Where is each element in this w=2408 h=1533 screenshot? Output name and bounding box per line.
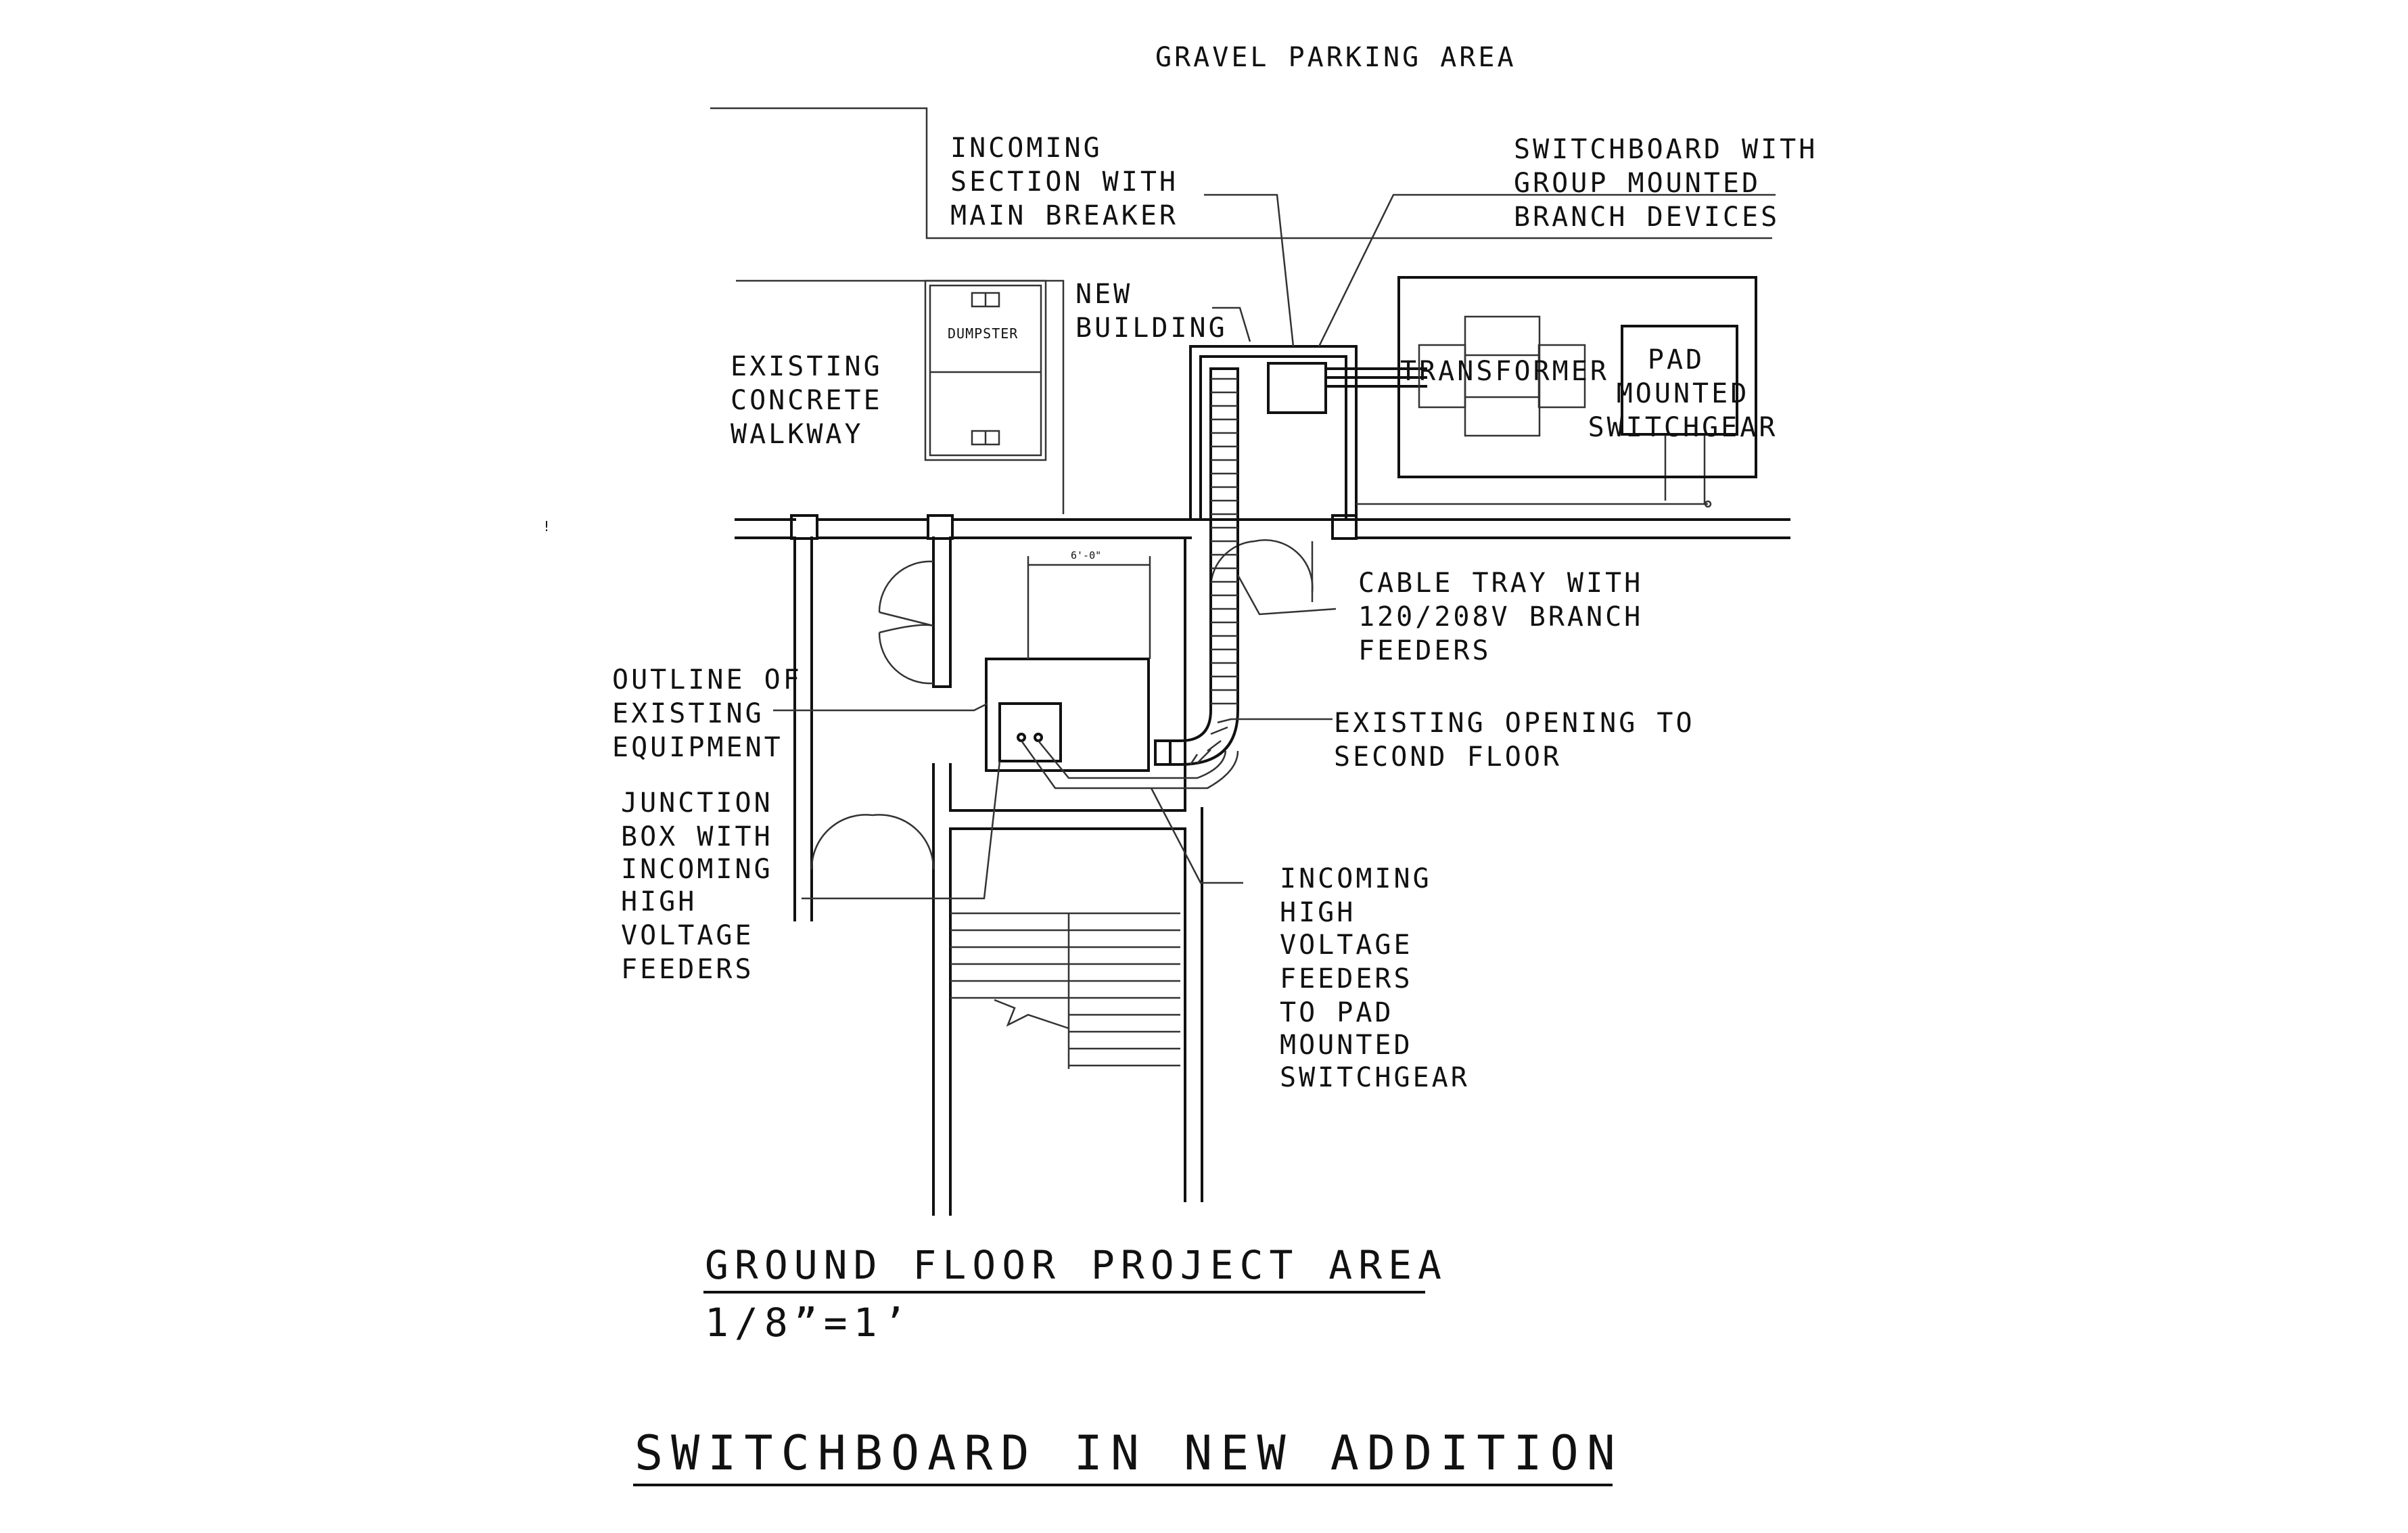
subtitle: GROUND FLOOR PROJECT AREA bbox=[705, 1242, 1448, 1288]
main-title: SWITCHBOARD IN NEW ADDITION bbox=[634, 1425, 1623, 1481]
svg-text:HIGH: HIGH bbox=[1280, 897, 1356, 928]
incoming-hv-label bbox=[1280, 863, 1470, 1093]
svg-text:JUNCTION: JUNCTION bbox=[621, 787, 773, 819]
svg-text:FEEDERS: FEEDERS bbox=[1280, 963, 1413, 994]
dumpster-label: DUMPSTER bbox=[948, 325, 1019, 342]
svg-text:WALKWAY: WALKWAY bbox=[731, 419, 864, 450]
svg-text:BRANCH DEVICES: BRANCH DEVICES bbox=[1514, 202, 1780, 233]
svg-text:SECTION WITH: SECTION WITH bbox=[950, 166, 1178, 198]
svg-text:SWITCHGEAR: SWITCHGEAR bbox=[1280, 1062, 1470, 1093]
cable-tray bbox=[1155, 369, 1238, 764]
junction-box-label bbox=[621, 787, 773, 985]
svg-text:SWITCHBOARD WITH: SWITCHBOARD WITH bbox=[1514, 134, 1818, 165]
svg-text:EXISTING: EXISTING bbox=[731, 351, 883, 382]
dumpster bbox=[925, 281, 1046, 460]
svg-text:SECOND FLOOR: SECOND FLOOR bbox=[1334, 741, 1562, 773]
dimension-text: 6'-0" bbox=[1071, 549, 1102, 562]
stairs bbox=[950, 913, 1180, 1069]
svg-text:SWITCHGEAR: SWITCHGEAR bbox=[1588, 412, 1778, 443]
svg-text:PAD: PAD bbox=[1647, 344, 1705, 375]
existing-opening-label bbox=[1334, 708, 1695, 773]
svg-text:120/208V BRANCH: 120/208V BRANCH bbox=[1358, 601, 1644, 633]
svg-text:BUILDING: BUILDING bbox=[1075, 313, 1228, 344]
svg-text:FEEDERS: FEEDERS bbox=[1358, 635, 1491, 666]
svg-text:MOUNTED: MOUNTED bbox=[1280, 1030, 1413, 1061]
svg-text:OUTLINE OF: OUTLINE OF bbox=[612, 664, 802, 695]
svg-text:INCOMING: INCOMING bbox=[1280, 863, 1432, 894]
transformer-label: TRANSFORMER bbox=[1400, 356, 1609, 387]
gravel-parking-label: GRAVEL PARKING AREA bbox=[1155, 42, 1516, 73]
vertical-walls bbox=[795, 538, 1202, 1214]
switchboard-label bbox=[1514, 134, 1817, 233]
stray-mark: ! bbox=[542, 518, 552, 534]
cable-tray-label bbox=[1358, 568, 1643, 666]
svg-text:EXISTING OPENING TO: EXISTING OPENING TO bbox=[1334, 708, 1695, 739]
svg-text:GROUP MOUNTED: GROUP MOUNTED bbox=[1514, 168, 1761, 199]
svg-text:VOLTAGE: VOLTAGE bbox=[621, 920, 754, 951]
outline-existing-label bbox=[612, 664, 802, 763]
svg-text:CONCRETE: CONCRETE bbox=[731, 385, 883, 416]
svg-text:INCOMING: INCOMING bbox=[621, 854, 773, 885]
incoming-section-label bbox=[950, 133, 1178, 231]
svg-text:FEEDERS: FEEDERS bbox=[621, 954, 754, 985]
dimension-6ft bbox=[1028, 549, 1150, 659]
cable-tray-rung bbox=[1207, 741, 1221, 751]
svg-text:NEW: NEW bbox=[1075, 279, 1133, 310]
svg-text:INCOMING: INCOMING bbox=[950, 133, 1103, 164]
svg-text:MAIN BREAKER: MAIN BREAKER bbox=[950, 200, 1178, 231]
pad-switchgear-label bbox=[1588, 344, 1778, 443]
svg-text:BOX WITH: BOX WITH bbox=[621, 821, 773, 852]
svg-text:MOUNTED: MOUNTED bbox=[1616, 378, 1750, 409]
svg-text:HIGH: HIGH bbox=[621, 886, 697, 917]
new-building-label bbox=[1075, 279, 1228, 344]
leader-lines bbox=[773, 195, 1776, 898]
svg-text:CABLE TRAY WITH: CABLE TRAY WITH bbox=[1358, 568, 1644, 599]
walkway-label bbox=[731, 351, 883, 450]
cable-tray-rung bbox=[1211, 727, 1228, 734]
svg-text:VOLTAGE: VOLTAGE bbox=[1280, 930, 1413, 961]
svg-text:EXISTING: EXISTING bbox=[612, 698, 764, 729]
svg-text:TO PAD: TO PAD bbox=[1280, 997, 1394, 1028]
existing-equipment bbox=[986, 659, 1238, 788]
svg-text:EQUIPMENT: EQUIPMENT bbox=[612, 732, 783, 763]
scale-text: 1/8”=1’ bbox=[705, 1300, 913, 1346]
